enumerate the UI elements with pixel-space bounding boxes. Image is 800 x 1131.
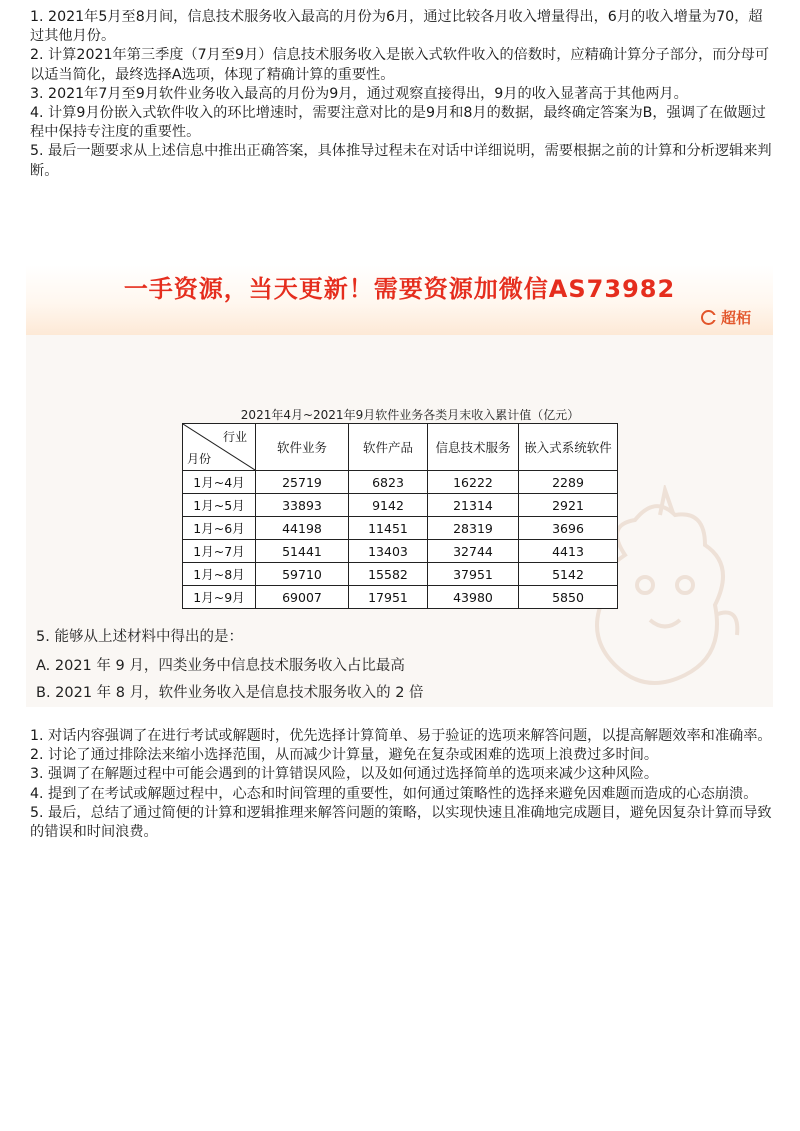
row-label: 1月~8月 (183, 563, 256, 586)
note-paragraph: 5. 最后一题要求从上述信息中推出正确答案，具体推导过程未在对话中详细说明，需要根据之前的计算和分析逻辑来判断。 (30, 143, 772, 179)
column-header: 软件产品 (349, 424, 428, 471)
row-label: 1月~7月 (183, 540, 256, 563)
table-cell: 21314 (428, 494, 519, 517)
row-label: 1月~6月 (183, 517, 256, 540)
column-header: 软件业务 (256, 424, 349, 471)
table-cell: 69007 (256, 586, 349, 609)
table-cell: 4413 (519, 540, 618, 563)
exam-screenshot (26, 265, 773, 707)
note-paragraph: 3. 2021年7月至9月软件业务收入最高的月份为9月，通过观察直接得出，9月的收入显著高于其他两月。 (30, 85, 688, 102)
table-cell: 59710 (256, 563, 349, 586)
table-corner-cell (183, 424, 256, 471)
note-paragraph: 2. 计算2021年第三季度（7月至9月）信息技术服务收入是嵌入式软件收入的倍数时，应精确计算分子部分，而分母可以适当简化，最终选择A选项，体现了精确计算的重要性。 (30, 47, 770, 83)
table-cell: 15582 (349, 563, 428, 586)
note-paragraph: 5. 最后，总结了通过简便的计算和逻辑推理来解答问题的策略，以实现快速且准确地完成题目，避免因复杂计算而导致的错误和时间浪费。 (30, 804, 772, 841)
brand-name: 超栢 (720, 309, 751, 327)
table-cell: 9142 (349, 494, 428, 517)
banner-text: 一手资源，当天更新！需要资源加微信AS73982 (123, 275, 676, 303)
table-cell: 11451 (349, 517, 428, 540)
table-cell: 6823 (349, 471, 428, 494)
resource-banner (26, 265, 773, 335)
table-row (183, 540, 618, 563)
table-title: 2021年4月~2021年9月软件业务各类月末收入累计值（亿元） (240, 408, 580, 422)
table-cell: 13403 (349, 540, 428, 563)
table-cell: 43980 (428, 586, 519, 609)
corner-label-industry: 行业 (222, 430, 247, 444)
table-row (183, 586, 618, 609)
column-header: 嵌入式系统软件 (519, 424, 618, 471)
revenue-table (182, 423, 618, 609)
table-cell: 3696 (519, 517, 618, 540)
table-cell: 2921 (519, 494, 618, 517)
note-paragraph: 1. 对话内容强调了在进行考试或解题时，优先选择计算简单、易于验证的选项来解答问题，以提高解题效率和准确率。 (30, 728, 772, 744)
table-cell: 5850 (519, 586, 618, 609)
table-cell: 16222 (428, 471, 519, 494)
table-cell: 5142 (519, 563, 618, 586)
corner-label-month: 月份 (187, 452, 212, 466)
table-cell: 25719 (256, 471, 349, 494)
row-label: 1月~4月 (183, 471, 256, 494)
question-stem: 5. 能够从上述材料中得出的是： (36, 629, 243, 645)
brand-g-icon (701, 310, 716, 325)
table-row (183, 494, 618, 517)
top-notes (30, 8, 775, 181)
note-paragraph: 4. 提到了在考试或解题过程中，心态和时间管理的重要性，如何通过策略性的选择来避免因难题而造成的心态崩溃。 (30, 785, 758, 802)
note-paragraph: 3. 强调了在解题过程中可能会遇到的计算错误风险，以及如何通过选择简单的选项来减少这种风险。 (30, 766, 659, 783)
note-paragraph: 2. 讨论了通过排除法来缩小选择范围，从而减少计算量，避免在复杂或困难的选项上浪费过多时间。 (30, 747, 659, 764)
row-label: 1月~5月 (183, 494, 256, 517)
table-cell: 33893 (256, 494, 349, 517)
table-cell: 28319 (428, 517, 519, 540)
row-label: 1月~9月 (183, 586, 256, 609)
table-cell: 32744 (428, 540, 519, 563)
table-cell: 37951 (428, 563, 519, 586)
table-cell: 17951 (349, 586, 428, 609)
table-cell: 51441 (256, 540, 349, 563)
note-paragraph: 1. 2021年5月至8月间，信息技术服务收入最高的月份为6月，通过比较各月收入增量得出，6月的收入增量为70，超过其他月份。 (30, 9, 763, 45)
column-header: 信息技术服务 (428, 424, 519, 471)
brand-logo (701, 307, 751, 328)
table-cell: 44198 (256, 517, 349, 540)
question-panel (26, 335, 773, 707)
table-row (183, 563, 618, 586)
table-header-row (183, 424, 618, 471)
table-row (183, 517, 618, 540)
table-cell: 2289 (519, 471, 618, 494)
bottom-notes (30, 727, 775, 842)
table-row (183, 471, 618, 494)
option-a[interactable]: A. 2021 年 9 月，四类业务中信息技术服务收入占比最高 (36, 658, 405, 674)
note-paragraph: 4. 计算9月份嵌入式软件收入的环比增速时，需要注意对比的是9月和8月的数据，最终确定答案为B，强调了在做题过程中保持专注度的重要性。 (30, 105, 766, 141)
option-b[interactable]: B. 2021 年 8 月，软件业务收入是信息技术服务收入的 2 倍 (36, 685, 424, 701)
